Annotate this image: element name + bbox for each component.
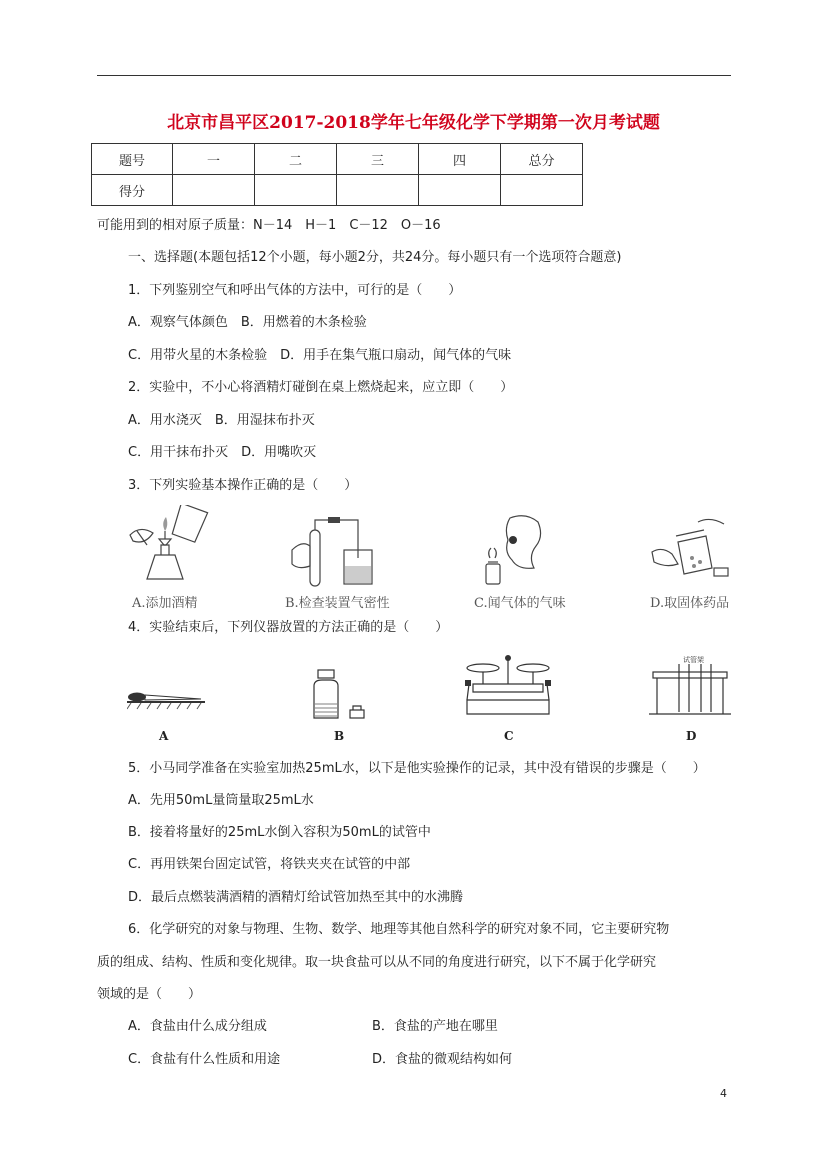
figure-caption: C.闻气体的气味 (474, 596, 566, 611)
dropper-on-table-figure (127, 682, 207, 712)
figure-caption: B.检查装置气密性 (285, 596, 390, 611)
section-heading: 一、选择题(本题包括12个小题，每小题2分，共24分。每小题只有一个选项符合题意) (128, 250, 622, 265)
option-label: D (686, 729, 697, 743)
question-5-stem: 5．小马同学准备在实验室加热25mL水，以下是他实验操作的记录，其中没有错误的步骤是（ ） (128, 761, 706, 776)
page-number: 4 (720, 1087, 727, 1100)
score-cell[interactable] (501, 175, 583, 206)
table-row-label: 得分 (92, 175, 173, 206)
option-label: B (334, 729, 345, 743)
test-tube-rack-figure (645, 654, 735, 719)
question-2-options-cd: C．用干抹布扑灭 D．用嘴吹灭 (128, 445, 317, 460)
question-6-option-d: D．食盐的微观结构如何 (372, 1052, 513, 1067)
smell-gas-figure (478, 512, 558, 587)
question-6-stem-line-3: 领域的是（ ） (97, 987, 202, 1002)
question-2-stem: 2．实验中，不小心将酒精灯碰倒在桌上燃烧起来，应立即（ ） (128, 380, 514, 395)
reagent-bottle-figure (310, 668, 370, 723)
atomic-mass-note: 可能用到的相对原子质量：N－14 H－1 C－12 O－16 (97, 218, 441, 233)
question-6-option-c: C．食盐有什么性质和用途 (128, 1052, 281, 1067)
score-cell[interactable] (173, 175, 255, 206)
table-header-cell: 题号 (92, 144, 173, 175)
table-header-cell: 三 (337, 144, 419, 175)
question-5-option-a: A．先用50mL量筒量取25mL水 (128, 793, 314, 808)
score-cell[interactable] (419, 175, 501, 206)
question-3-stem: 3．下列实验基本操作正确的是（ ） (128, 478, 358, 493)
option-label: A (159, 729, 169, 743)
option-label: C (504, 729, 514, 743)
solid-reagent-figure (648, 512, 738, 587)
question-1-stem: 1．下列鉴别空气和呼出气体的方法中，可行的是（ ） (128, 283, 462, 298)
figure-caption: A.添加酒精 (132, 596, 198, 611)
question-5-option-b: B．接着将量好的25mL水倒入容积为50mL的试管中 (128, 825, 431, 840)
question-2-options-ab: A．用水浇灭 B．用湿抹布扑灭 (128, 413, 315, 428)
question-4-stem: 4．实验结束后，下列仪器放置的方法正确的是（ ） (128, 620, 449, 635)
question-6-stem-line-1: 6．化学研究的对象与物理、生物、数学、地理等其他自然科学的研究对象不同，它主要研究物 (128, 922, 670, 937)
question-6-option-b: B．食盐的产地在哪里 (372, 1019, 498, 1034)
header-rule (97, 75, 731, 76)
score-table-score-row (92, 175, 583, 206)
question-6-option-a: A．食盐由什么成分组成 (128, 1019, 267, 1034)
score-cell[interactable] (337, 175, 419, 206)
balance-scale-figure (463, 650, 553, 720)
table-header-cell: 四 (419, 144, 501, 175)
rack-label: 试管架 (683, 656, 704, 664)
airtightness-check-figure (288, 510, 388, 590)
question-1-options-cd: C．用带火星的木条检验 D．用手在集气瓶口扇动，闻气体的气味 (128, 348, 512, 363)
table-header-cell: 一 (173, 144, 255, 175)
question-1-options-ab: A．观察气体颜色 B．用燃着的木条检验 (128, 315, 367, 330)
question-5-option-d: D．最后点燃装满酒精的酒精灯给试管加热至其中的水沸腾 (128, 890, 464, 905)
page-title: 北京市昌平区2017-2018学年七年级化学下学期第一次月考试题 (167, 113, 660, 133)
alcohol-lamp-refill-figure (125, 505, 225, 585)
figure-caption: D.取固体药品 (650, 596, 730, 611)
score-table-header-row (92, 144, 583, 175)
score-table (91, 143, 583, 206)
question-6-stem-line-2: 质的组成、结构、性质和变化规律。取一块食盐可以从不同的角度进行研究，以下不属于化学研究 (97, 955, 657, 970)
score-cell[interactable] (255, 175, 337, 206)
question-5-option-c: C．再用铁架台固定试管，将铁夹夹在试管的中部 (128, 857, 411, 872)
table-header-cell: 二 (255, 144, 337, 175)
table-header-cell: 总分 (501, 144, 583, 175)
